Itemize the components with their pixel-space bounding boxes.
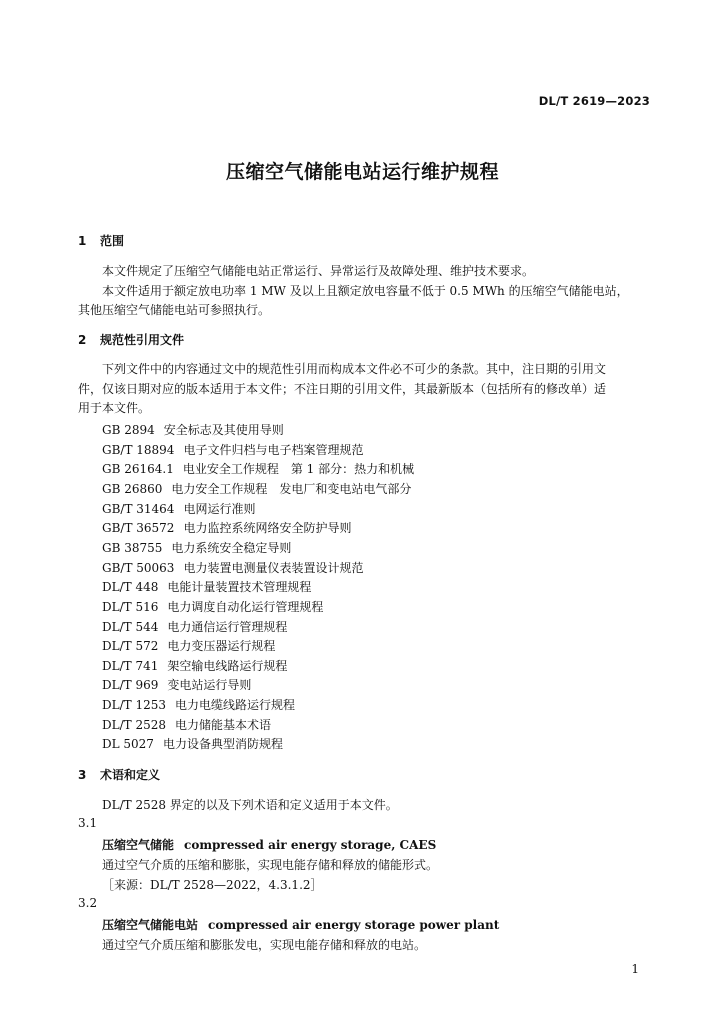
reference-title: 电力监控系统网络安全防护导则 bbox=[183, 521, 352, 536]
section-3-intro: DL/T 2528 界定的以及下列术语和定义适用于本文件。 bbox=[102, 798, 398, 812]
section-3-number: 3 bbox=[78, 768, 87, 782]
reference-code: DL/T 741 bbox=[102, 658, 159, 673]
term-3-1-source: ［来源：DL/T 2528—2022，4.3.1.2］ bbox=[102, 878, 323, 892]
reference-item bbox=[102, 598, 323, 615]
term-3-1-number: 3.1 bbox=[78, 816, 98, 830]
section-1-heading bbox=[78, 232, 124, 249]
reference-code: DL/T 969 bbox=[102, 678, 159, 693]
term-3-2-definition: 通过空气介质压缩和膨胀发电，实现电能存储和释放的电站。 bbox=[102, 938, 427, 952]
reference-code: GB/T 31464 bbox=[102, 501, 175, 516]
section-2-paragraph-1: 下列文件中的内容通过文中的规范性引用而构成本文件必不可少的条款。其中，注日期的引用文 bbox=[102, 362, 607, 376]
reference-title: 电力设备典型消防规程 bbox=[162, 737, 283, 752]
reference-code: GB 26164.1 bbox=[102, 462, 174, 477]
reference-item bbox=[102, 696, 295, 713]
standard-code: DL/T 2619—2023 bbox=[538, 94, 650, 108]
reference-title: 架空输电线路运行规程 bbox=[167, 658, 288, 673]
reference-code: DL/T 572 bbox=[102, 639, 159, 654]
section-3-heading bbox=[78, 766, 160, 783]
reference-title: 变电站运行导则 bbox=[167, 678, 252, 693]
reference-title: 电力装置电测量仪表装置设计规范 bbox=[183, 560, 364, 575]
reference-code: GB 38755 bbox=[102, 540, 163, 555]
reference-item bbox=[102, 618, 287, 635]
reference-item bbox=[102, 480, 411, 497]
term-3-1-definition: 通过空气介质的压缩和膨胀，实现电能存储和释放的储能形式。 bbox=[102, 858, 439, 872]
section-2-paragraph-3: 用于本文件。 bbox=[78, 401, 151, 415]
reference-item bbox=[102, 441, 363, 458]
section-1-paragraph-1: 本文件规定了压缩空气储能电站正常运行、异常运行及故障处理、维护技术要求。 bbox=[102, 264, 535, 278]
document-title: 压缩空气储能电站运行维护规程 bbox=[225, 161, 499, 183]
reference-item bbox=[102, 657, 287, 674]
reference-title: 安全标志及其使用导则 bbox=[163, 423, 284, 437]
reference-code: DL/T 544 bbox=[102, 619, 159, 634]
term-3-1-heading bbox=[102, 836, 436, 853]
section-1-number: 1 bbox=[78, 234, 87, 248]
term-3-2-zh: 压缩空气储能电站 bbox=[102, 918, 199, 932]
reference-code: DL/T 516 bbox=[102, 599, 159, 614]
term-3-2-heading bbox=[102, 916, 499, 933]
term-3-1-zh: 压缩空气储能 bbox=[102, 838, 175, 852]
reference-item bbox=[102, 500, 255, 517]
reference-code: GB/T 18894 bbox=[102, 442, 175, 457]
term-3-2-en: compressed air energy storage power plant bbox=[208, 918, 500, 932]
reference-code: DL/T 448 bbox=[102, 580, 159, 595]
reference-code: GB 2894 bbox=[102, 423, 155, 437]
section-2-number: 2 bbox=[78, 333, 87, 347]
reference-code: GB 26860 bbox=[102, 481, 163, 496]
section-1-paragraph-3: 其他压缩空气储能电站可参照执行。 bbox=[78, 303, 271, 317]
reference-title: 电能计量装置技术管理规程 bbox=[167, 580, 312, 595]
reference-title: 电子文件归档与电子档案管理规范 bbox=[183, 442, 364, 457]
section-3-title: 术语和定义 bbox=[100, 768, 161, 782]
term-3-1-en: compressed air energy storage, CAES bbox=[184, 838, 437, 852]
reference-title: 电力调度自动化运行管理规程 bbox=[167, 599, 324, 614]
reference-code: GB/T 50063 bbox=[102, 560, 175, 575]
section-1-paragraph-2: 本文件适用于额定放电功率 1 MW 及以上且额定放电容量不低于 0.5 MWh 的压缩空气储能电站， bbox=[102, 284, 629, 298]
reference-item bbox=[102, 460, 414, 477]
reference-item bbox=[102, 637, 275, 654]
reference-item bbox=[102, 539, 291, 556]
section-2-paragraph-2: 件，仅该日期对应的版本适用于本文件；不注日期的引用文件，其最新版本（包括所有的修改单）适 bbox=[78, 382, 607, 396]
section-1-title: 范围 bbox=[100, 234, 125, 248]
reference-title: 电力电缆线路运行规程 bbox=[175, 698, 296, 713]
reference-item bbox=[102, 716, 271, 733]
reference-title: 电力系统安全稳定导则 bbox=[171, 540, 292, 555]
page-number: 1 bbox=[631, 962, 639, 976]
reference-item bbox=[102, 735, 283, 752]
reference-title: 电力储能基本术语 bbox=[175, 717, 272, 732]
reference-code: GB/T 36572 bbox=[102, 521, 175, 536]
reference-item bbox=[102, 559, 363, 576]
section-2-heading bbox=[78, 331, 184, 348]
reference-code: DL/T 1253 bbox=[102, 698, 166, 713]
section-2-title: 规范性引用文件 bbox=[100, 333, 185, 347]
reference-item bbox=[102, 578, 311, 595]
reference-item bbox=[102, 676, 251, 693]
reference-title: 电力通信运行管理规程 bbox=[167, 619, 288, 634]
reference-item bbox=[102, 519, 351, 536]
reference-code: DL 5027 bbox=[102, 737, 154, 752]
reference-title: 电力安全工作规程 发电厂和变电站电气部分 bbox=[171, 481, 412, 496]
reference-title: 电网运行准则 bbox=[183, 501, 256, 516]
reference-title: 电业安全工作规程 第 1 部分：热力和机械 bbox=[182, 462, 415, 477]
reference-item bbox=[102, 421, 284, 438]
reference-title: 电力变压器运行规程 bbox=[167, 639, 276, 654]
reference-code: DL/T 2528 bbox=[102, 717, 166, 732]
term-3-2-number: 3.2 bbox=[78, 896, 98, 910]
